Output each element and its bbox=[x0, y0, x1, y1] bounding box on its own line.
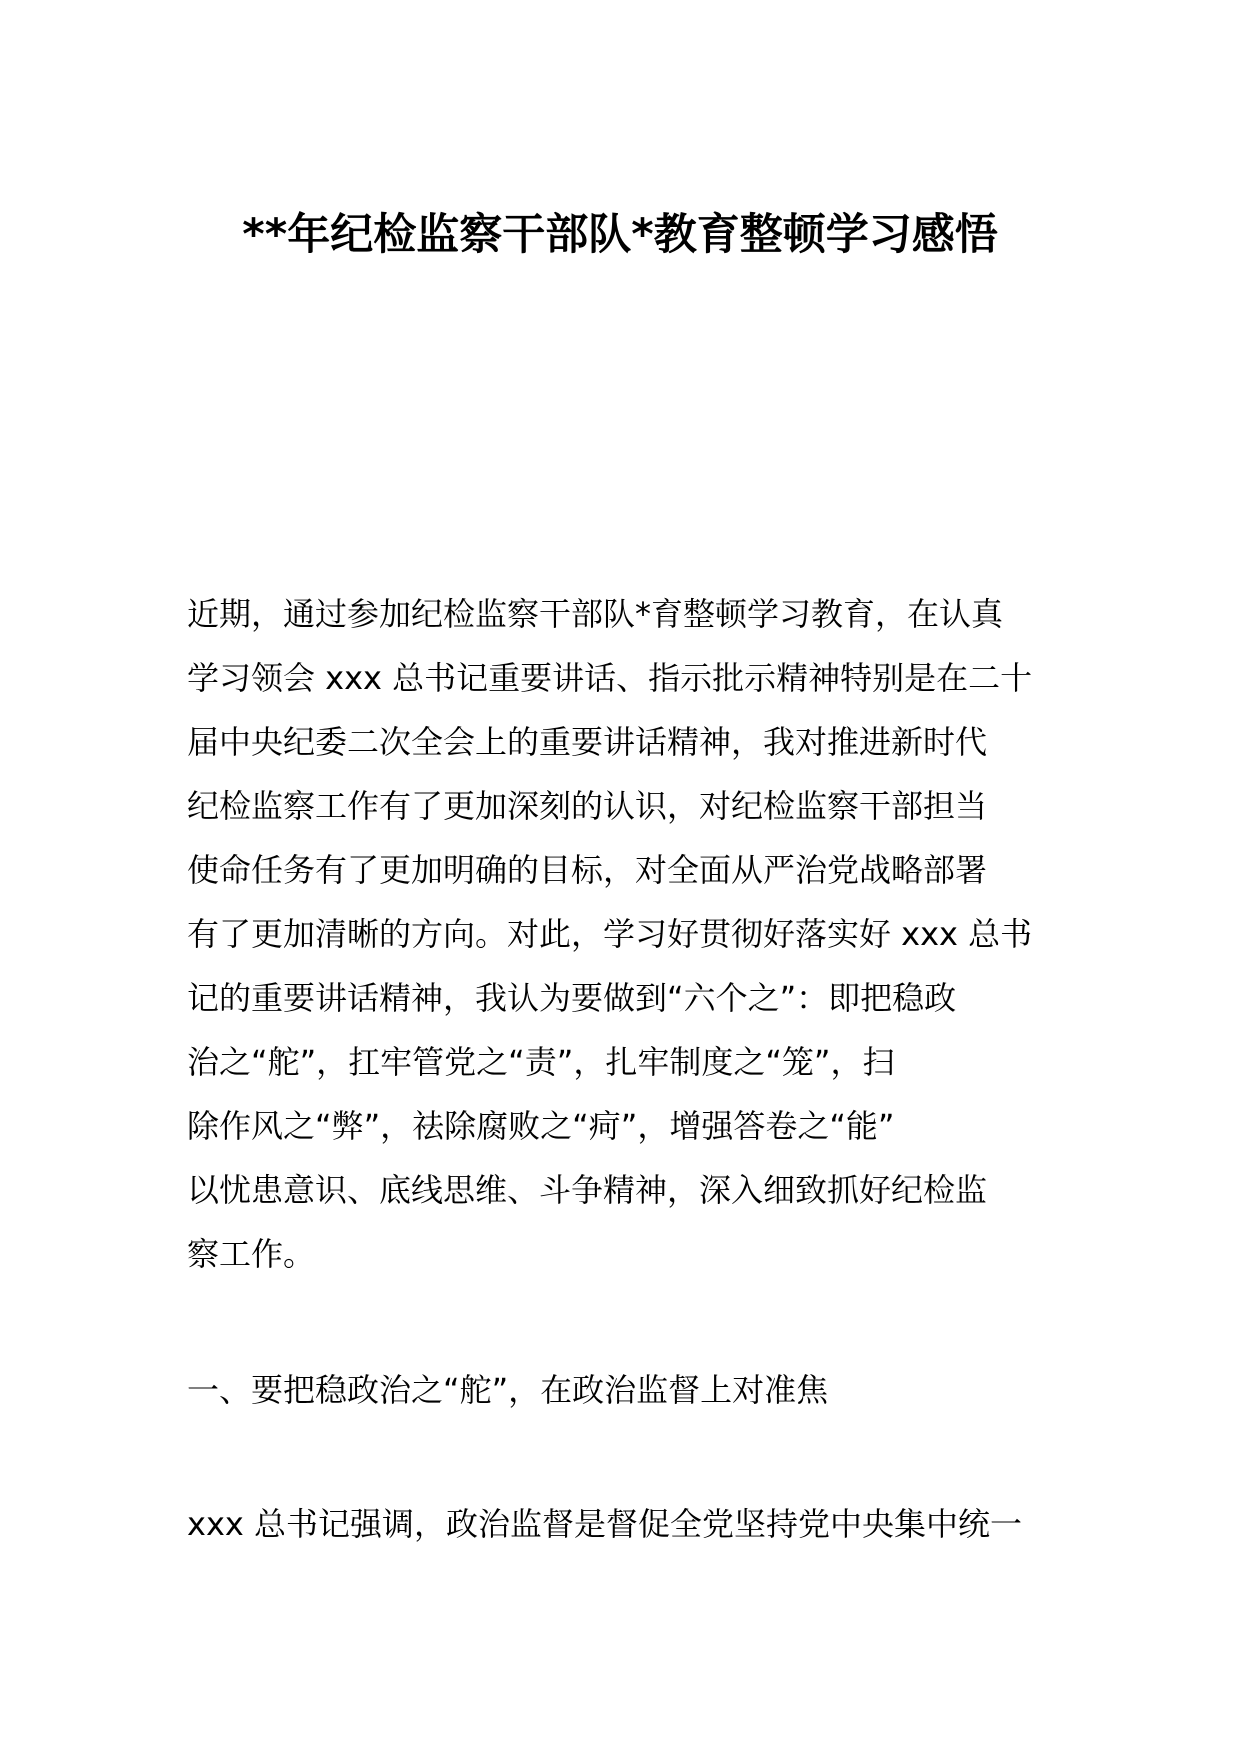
paragraph-line: 以忧患意识、底线思维、斗争精神，深入细致抓好纪检监 bbox=[187, 1171, 988, 1209]
intro-paragraph bbox=[187, 582, 1057, 1286]
paragraph-line: 察工作。 bbox=[187, 1235, 316, 1273]
paragraph-line: 届中央纪委二次全会上的重要讲话精神，我对推进新时代 bbox=[187, 723, 988, 761]
paragraph-line: 治之“舵”，扛牢管党之“责”，扎牢制度之“笼”，扫 bbox=[187, 1043, 895, 1081]
paragraph-line: 除作风之“弊”，祛除腐败之“疴”，增强答卷之“能” bbox=[187, 1107, 895, 1145]
paragraph-line: xxx 总书记强调，政治监督是督促全党坚持党中央集中统一 bbox=[187, 1505, 1022, 1543]
paragraph-line: 学习领会 xxx 总书记重要讲话、指示批示精神特别是在二十 bbox=[187, 659, 1033, 697]
paragraph-line: 纪检监察工作有了更加深刻的认识，对纪检监察干部担当 bbox=[187, 787, 988, 825]
paragraph-line: 有了更加清晰的方向。对此，学习好贯彻好落实好 xxx 总书 bbox=[187, 915, 1033, 953]
section-heading bbox=[187, 1358, 1057, 1422]
paragraph-line: 使命任务有了更加明确的目标，对全面从严治党战略部署 bbox=[187, 851, 988, 889]
section-heading-text: 一、要把稳政治之“舵”，在政治监督上对准焦 bbox=[187, 1371, 829, 1409]
document-title: **年纪检监察干部队*教育整顿学习感悟 bbox=[242, 210, 998, 260]
paragraph-line: 记的重要讲话精神，我认为要做到“六个之”：即把稳政 bbox=[187, 979, 957, 1017]
section-paragraph bbox=[187, 1492, 1057, 1556]
paragraph-line: 近期，通过参加纪检监察干部队*育整顿学习教育，在认真 bbox=[187, 595, 1004, 633]
